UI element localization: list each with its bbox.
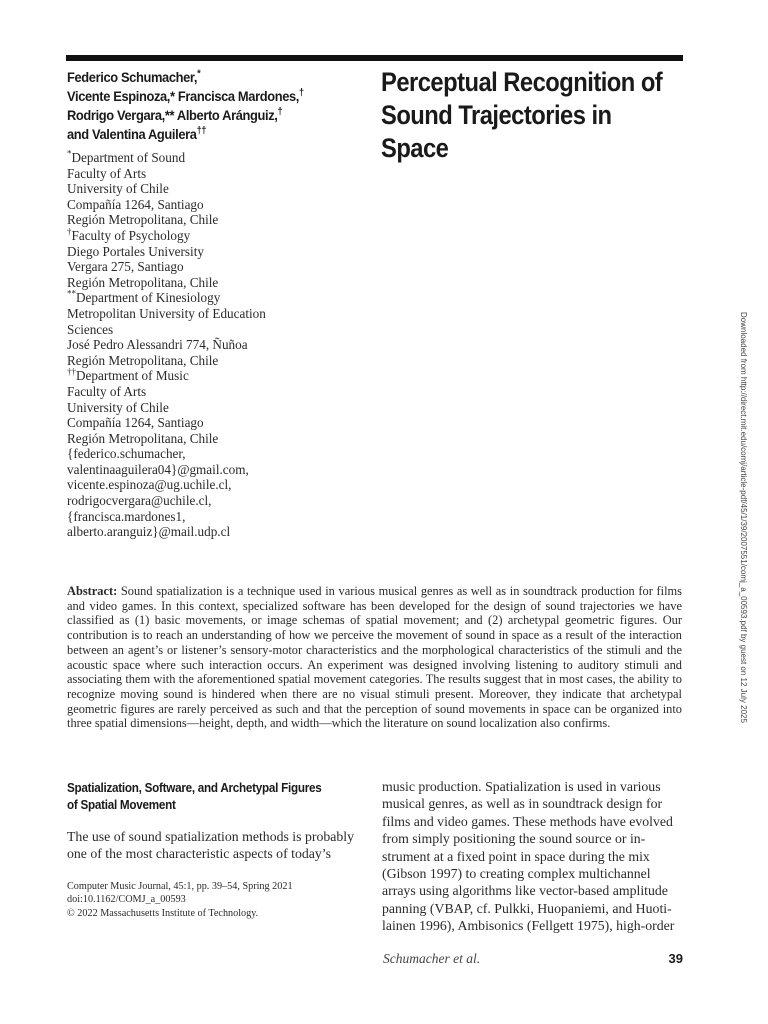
affiliation-text: Department of Sound — [71, 150, 186, 165]
affiliation-text: valentinaaguilera04}@gmail.com, — [67, 461, 249, 477]
left-column-text: The use of sound spatialization methods is probably one of the most characteristic aspects of today’s — [67, 829, 354, 862]
author-line: Vicente Espinoza,* Francisca Mardones,† — [67, 87, 304, 104]
affiliation-text: alberto.aranguiz}@mail.udp.cl — [67, 524, 231, 540]
affiliation-line — [67, 228, 367, 244]
affiliation-line — [67, 415, 367, 431]
affiliation-text: Faculty of Arts — [67, 383, 147, 399]
author-line: Federico Schumacher,* — [67, 68, 201, 85]
author-line: and Valentina Aguilera†† — [67, 125, 207, 142]
affiliation-line — [67, 306, 367, 322]
body-line: from simply positioning the sound source or in- — [382, 831, 646, 847]
affiliation-line — [67, 477, 367, 493]
affiliation-text: Compañía 1264, Santiago — [67, 415, 204, 431]
affiliation-text: Department of Kinesiology — [76, 290, 221, 306]
affiliation-line — [67, 322, 367, 338]
affiliation-text: Diego Portales University — [67, 243, 204, 259]
affiliation-line — [67, 524, 367, 540]
author-list — [67, 68, 343, 144]
publication-footnote — [67, 880, 367, 920]
affiliation-text: Faculty of Arts — [67, 165, 147, 181]
affiliation-text: Metropolitan University of Education — [67, 305, 266, 321]
affiliation-text: Región Metropolitana, Chile — [67, 274, 219, 290]
top-rule — [66, 55, 683, 61]
affiliation-line — [67, 150, 367, 166]
affiliation-line — [67, 368, 367, 384]
body-line: (Gibson 1997) to creating complex multichannel — [382, 866, 651, 882]
affiliation-text: Región Metropolitana, Chile — [67, 430, 219, 446]
heading-line: of Spatial Movement — [67, 797, 176, 812]
body-line: music production. Spatialization is used in various — [382, 779, 661, 794]
affiliation-marker: † — [67, 226, 72, 237]
paper-title — [381, 66, 671, 165]
affiliation-line — [67, 212, 367, 228]
affiliation-block — [67, 150, 367, 540]
affiliation-line — [67, 181, 367, 197]
body-line: arrays using algorithms like vector-based amplitude — [382, 883, 668, 899]
affiliation-line — [67, 493, 367, 509]
affiliation-text: University of Chile — [67, 181, 169, 197]
abstract-label: Abstract: — [67, 584, 118, 598]
affiliation-text: Región Metropolitana, Chile — [67, 352, 219, 368]
affiliation-line — [67, 509, 367, 525]
affiliation-line — [67, 384, 367, 400]
affiliation-line — [67, 462, 367, 478]
affiliation-line — [67, 446, 367, 462]
footnote-line: © 2022 Massachusetts Institute of Technology. — [67, 907, 259, 919]
affiliation-text: Department of Music — [76, 368, 189, 384]
title-line: Sound Trajectories in Space — [381, 100, 612, 163]
body-line: panning (VBAP, cf. Pulkki, Huopaniemi, and Huoti- — [382, 900, 672, 916]
body-line: lainen 1996), Ambisonics (Fellgett 1975), high-order — [382, 918, 675, 934]
affiliation-text: University of Chile — [67, 399, 169, 415]
affiliation-text: José Pedro Alessandri 774, Ñuñoa — [67, 337, 248, 353]
section-heading — [67, 779, 328, 813]
affiliation-marker: * — [67, 148, 72, 159]
affiliation-marker: †† — [67, 366, 76, 377]
affiliation-line — [67, 166, 367, 182]
abstract — [67, 584, 682, 731]
affiliation-text: Vergara 275, Santiago — [67, 259, 184, 275]
affiliation-line — [67, 290, 367, 306]
body-line: strument at a fixed point in space during the mix — [382, 848, 650, 864]
title-line: Perceptual Recognition of — [381, 67, 663, 97]
affiliation-line — [67, 244, 367, 260]
affiliation-text: vicente.espinoza@ug.uchile.cl, — [67, 477, 232, 493]
affiliation-line — [67, 400, 367, 416]
affiliation-text: Compañía 1264, Santiago — [67, 196, 204, 212]
footnote-line: doi:10.1162/COMJ_a_00593 — [67, 894, 186, 906]
footnote-line: Computer Music Journal, 45:1, pp. 39–54, Spring 2021 — [67, 881, 293, 892]
heading-line: Spatialization, Software, and Archetypal Figures — [67, 780, 322, 795]
download-note: Downloaded from http://direct.mit.edu/comj/article-pdf/45/1/39/2007551/comj_a_00593.pdf by guest on 12 July 2025 — [739, 312, 748, 723]
affiliation-line — [67, 337, 367, 353]
author-line: Rodrigo Vergara,** Alberto Aránguiz,† — [67, 106, 283, 123]
body-line: films and video games. These methods have evolved — [382, 813, 673, 829]
right-column-text — [382, 778, 684, 935]
affiliation-line — [67, 259, 367, 275]
affiliation-text: Sciences — [67, 321, 114, 337]
affiliation-text: Faculty of Psychology — [71, 227, 191, 243]
affiliation-line — [67, 353, 367, 369]
abstract-text: Sound spatialization is a technique used in various musical genres as well as in soundtrack production for films and video games. In this context, specialized software has been developed for the design of sound trajectories we have classified as (1) basic movements, or image schemas of spatial movement; and (2) archetypal geometric figures. Our contribution is to reach an understanding of how we perceive the movement of sound in space as a result of the interaction between an agent’s or listener’s sensory-motor characteristics and the morphological characteristics of the stimuli and the acoustic space where such interaction occurs. An experiment was designed involving listening to auditory stimuli and associating them with the aforementioned spatial movement categories. The results suggest that in most cases, the ability to recognize moving sound is hindered when there are no visual stimuli present. Moreover, they indicate that archetypal geometric figures are rarely perceived as such and that the perception of sound movements in space can be organized into three spatial dimensions—height, depth, and width—which the literature on sound localization also confirms. — [67, 584, 682, 731]
affiliation-text: {federico.schumacher, — [67, 446, 186, 462]
affiliation-line — [67, 197, 367, 213]
affiliation-text: rodrigocvergara@uchile.cl, — [67, 493, 212, 509]
affiliation-line — [67, 431, 367, 447]
body-line: musical genres, as well as in soundtrack design for — [382, 796, 663, 812]
affiliation-marker: ** — [67, 288, 76, 299]
affiliation-line — [67, 275, 367, 291]
affiliation-text: Región Metropolitana, Chile — [67, 212, 219, 228]
page-number: 39 — [668, 951, 683, 966]
running-footer: Schumacher et al. — [383, 951, 481, 966]
affiliation-text: {francisca.mardones1, — [67, 508, 186, 524]
